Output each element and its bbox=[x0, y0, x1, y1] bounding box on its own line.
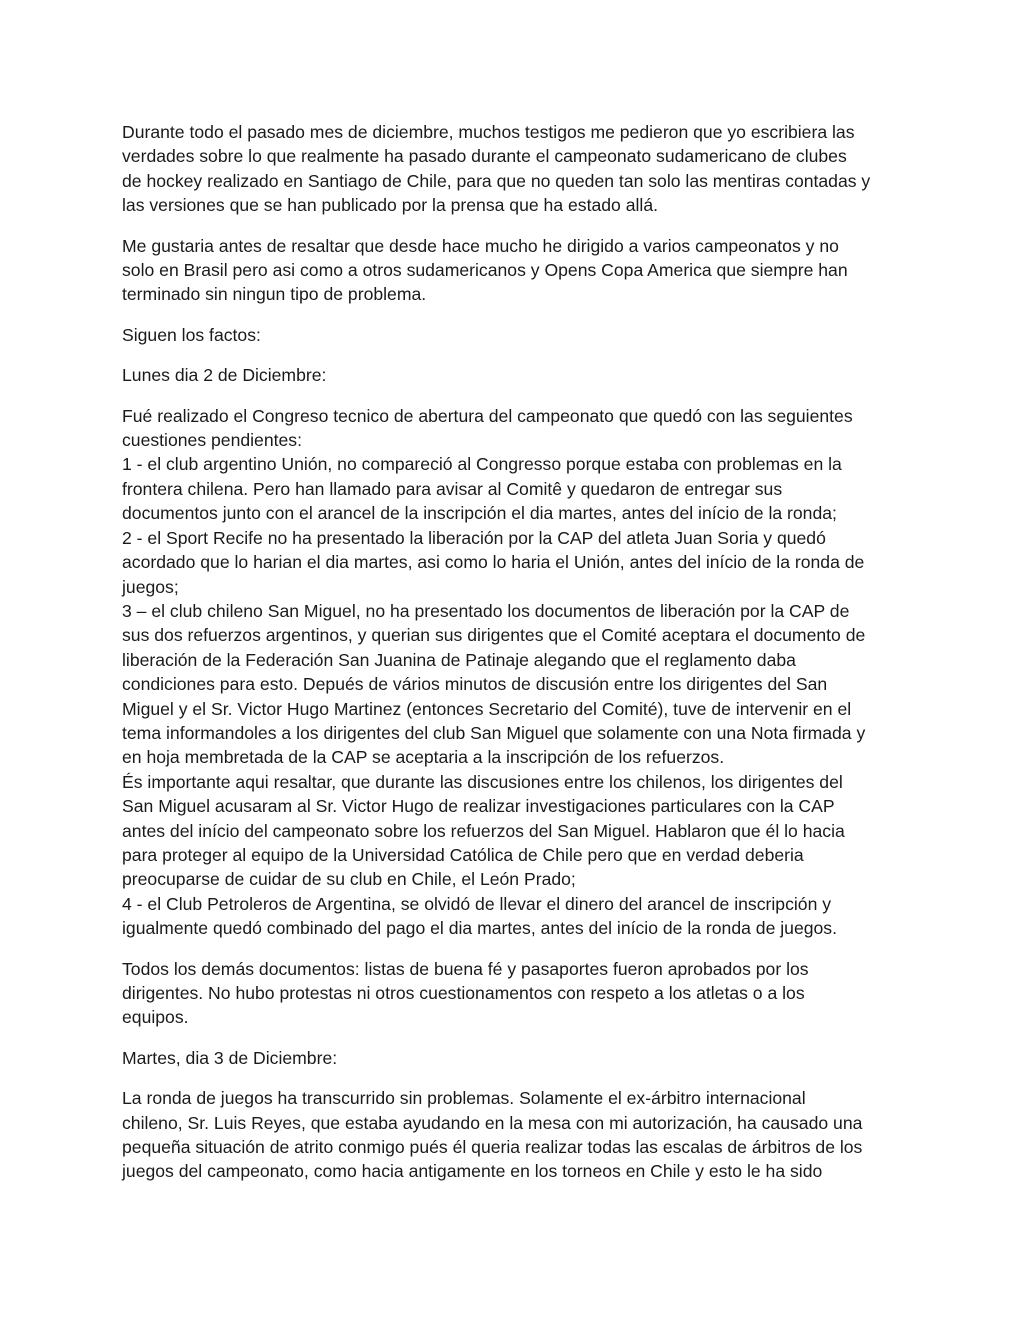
paragraph-tuesday-body bbox=[122, 1086, 918, 1184]
paragraph-monday-heading bbox=[122, 363, 918, 387]
text-line: frontera chilena. Pero han llamado para avisar al Comitê y quedaron de entregar sus bbox=[122, 478, 783, 499]
text-line: sus dos refuerzos argentinos, y querian sus dirigentes que el Comité aceptara el documento de bbox=[122, 625, 866, 646]
text-line: juegos; bbox=[122, 576, 179, 597]
text-line: equipos. bbox=[122, 1007, 189, 1028]
text-line: San Miguel acusaram al Sr. Victor Hugo de realizar investigaciones particulares con la CAP bbox=[122, 796, 835, 817]
paragraph-facts-heading bbox=[122, 323, 918, 347]
text-line: igualmente quedó combinado del pago el dia martes, antes del início de la ronda de juegos. bbox=[122, 918, 837, 939]
text-line: terminado sin ningun tipo de problema. bbox=[122, 284, 427, 305]
text-line: 2 - el Sport Recife no ha presentado la liberación por la CAP del atleta Juan Soria y quedó bbox=[122, 527, 826, 548]
text-line: pequeña situación de atrito conmigo pués él queria realizar todas las escalas de árbitros de los bbox=[122, 1137, 863, 1158]
text-line: Siguen los factos: bbox=[122, 324, 261, 345]
text-line: 1 - el club argentino Unión, no compareció al Congresso porque estaba con problemas en la bbox=[122, 454, 842, 475]
text-line: para proteger al equipo de la Universidad Católica de Chile pero que en verdad deberia bbox=[122, 844, 804, 865]
text-line: 3 – el club chileno San Miguel, no ha presentado los documentos de liberación por la CAP de bbox=[122, 600, 850, 621]
document-body bbox=[122, 120, 918, 1200]
text-line: tema informandoles a los dirigentes del club San Miguel que solamente con una Nota firmada y bbox=[122, 722, 866, 743]
paragraph-intro bbox=[122, 120, 918, 218]
text-line: És importante aqui resaltar, que durante las discusiones entre los chilenos, los dirigentes del bbox=[122, 771, 843, 792]
text-line: solo en Brasil pero asi como a otros sudamericanos y Opens Copa America que siempre han bbox=[122, 260, 848, 281]
text-line: juegos del campeonato, como hacia antigamente en los torneos en Chile y esto le ha sido bbox=[122, 1161, 823, 1182]
text-line: Miguel y el Sr. Victor Hugo Martinez (entonces Secretario del Comité), tuve de intervenir en el bbox=[122, 698, 852, 719]
paragraph-monday-body bbox=[122, 404, 918, 941]
text-line: liberación de la Federación San Juanina de Patinaje alegando que el reglamento daba bbox=[122, 649, 796, 670]
text-line: Lunes dia 2 de Diciembre: bbox=[122, 365, 327, 386]
text-line: Me gustaria antes de resaltar que desde hace mucho he dirigido a varios campeonatos y no bbox=[122, 235, 839, 256]
text-line: dirigentes. No hubo protestas ni otros cuestionamentos con respeto a los atletas o a los bbox=[122, 983, 805, 1003]
text-line: chileno, Sr. Luis Reyes, que estaba ayudando en la mesa con mi autorización, ha causado una bbox=[122, 1112, 863, 1133]
text-line: documentos junto con el arancel de la inscripción el dia martes, antes del início de la ronda; bbox=[122, 503, 837, 524]
text-line: Martes, dia 3 de Diciembre: bbox=[122, 1047, 338, 1068]
text-line: las versiones que se han publicado por la prensa que ha estado allá. bbox=[122, 195, 658, 216]
text-line: La ronda de juegos ha transcurrido sin problemas. Solamente el ex-árbitro internacional bbox=[122, 1088, 806, 1109]
paragraph-documents-approved bbox=[122, 957, 918, 1030]
text-line: cuestiones pendientes: bbox=[122, 430, 302, 451]
text-line: Durante todo el pasado mes de diciembre, muchos testigos me pedieron que yo escribiera las bbox=[122, 122, 855, 142]
text-line: preocuparse de cuidar de su club en Chile, el León Prado; bbox=[122, 869, 576, 890]
text-line: acordado que lo harian el dia martes, asi como lo haria el Unión, antes del início de la ronda de bbox=[122, 552, 865, 573]
text-line: Todos los demás documentos: listas de buena fé y pasaportes fueron aprobados por los bbox=[122, 958, 809, 979]
text-line: verdades sobre lo que realmente ha pasado durante el campeonato sudamericano de clubes bbox=[122, 146, 847, 167]
text-line: condiciones para esto. Depués de vários minutos de discusión entre los dirigentes del San bbox=[122, 674, 828, 695]
text-line: Fué realizado el Congreso tecnico de abertura del campeonato que quedó con las seguientes bbox=[122, 405, 853, 426]
text-line: antes del início del campeonato sobre los refuerzos del San Miguel. Hablaron que él lo hacia bbox=[122, 820, 845, 841]
paragraph-experience bbox=[122, 234, 918, 307]
text-line: en hoja membretada de la CAP se aceptaria a la inscripción de los refuerzos. bbox=[122, 747, 725, 768]
text-line: de hockey realizado en Santiago de Chile, para que no queden tan solo las mentiras contadas y bbox=[122, 170, 871, 191]
paragraph-tuesday-heading bbox=[122, 1046, 918, 1070]
text-line: 4 - el Club Petroleros de Argentina, se olvidó de llevar el dinero del arancel de inscripción y bbox=[122, 893, 832, 914]
